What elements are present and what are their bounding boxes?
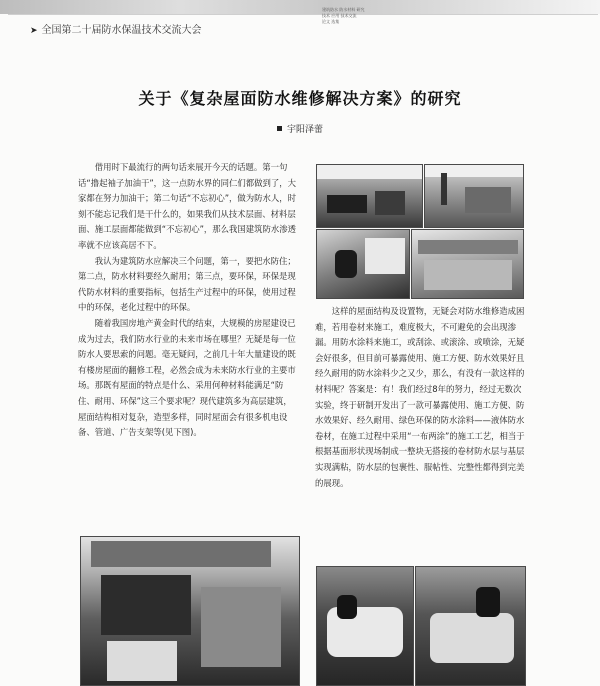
conference-name: 全国第二十届防水保温技术交流大会 [41,25,202,36]
construction-worker-coating-photo-2 [415,566,526,686]
paragraph: 我认为建筑防水应解决三个问题，第一，要把水防住；第二点，防水材料要经久耐用；第三点，要环保，环保是现代防水材料的重要指标，包括生产过程中的环保，使用过程中的环保，老化过程中的环保。 [78,255,296,313]
construction-worker-coating-photo-1 [316,566,414,686]
header-small-line: 论文 选集 [322,19,340,24]
paragraph: 随着我国房地产黄金时代的结束，大规模的房屋建设已成为过去，我们防水行业的未来市场在哪里？无疑是每一位防水人要思索的问题。毫无疑问，之前几十年大量建设的既有楼房屋面的翻修工程，必然会成为未来防水行业的主要市场。那既有屋面的特点是什么、采用何种材料能满足“防住、耐用、环保”这三个要求呢？现代建筑多为高层建筑，屋面结构相对复杂，造型多样，同时屋面会有很多机电设备、管道、广告支架等(见下图)。 [78,317,296,438]
building-rooftop-photo [411,229,524,299]
header-band [0,0,600,14]
rooftop-equipment-photo-1 [316,164,423,228]
square-bullet-icon [277,126,282,131]
right-column-text [315,304,525,491]
paragraph: 这样的屋面结构及设置物，无疑会对防水维修造成困难，若用卷材来施工，难度极大，不可避免的会出现渗漏。用防水涂料来施工，或刮涂、或滚涂、或喷涂，无疑会好很多，但目前可暴露使用、施工方便、防水效果好且经久耐用的防水涂料少之又少，那么，有没有一款这样的材料呢？答案是：有！我们经过8年的努力，经过无数次实验，终于研制开发出了一款可暴露使用、施工方便、防水效果好、经久耐用、绿色环保的防水涂料——液体防水卷材，在施工过程中采用“一布两涂”的施工工艺，相当于根据基面形状现场制成一整块无搭接的卷材防水层与基层实现满粘，防水层的包裹性、服帖性、完整性都得到完美的展现。 [315,306,525,488]
rooftop-worker-photo [316,229,410,299]
header-rule [8,14,598,15]
author-name: 宇阳泽蕾 [286,125,323,135]
header-small-line: 建筑防水 防水材料 研究 [322,7,365,12]
chevron-right-icon: ➤ [30,26,38,36]
article-title: 关于《复杂屋面防水维修解决方案》的研究 [138,89,462,108]
author-line [0,122,600,135]
conference-header [30,21,202,36]
header-small-line: 技术 应用 技术交流 [322,13,357,18]
rooftop-machinery-photo [80,536,300,686]
header-small-text [322,7,365,25]
paragraph: 借用时下最流行的两句话来展开今天的话题。第一句话“撸起袖子加油干”，这一点防水界的同仁们都做到了，大家都在努力加油干；第二句话“不忘初心”，做为防水人，时刻不能忘记我们是干什么的，如果我们从技术层面、材料层面、施工层面都能做到“不忘初心”，那么我国建筑防水渗透率就不应该高居不下。 [78,162,297,250]
rooftop-equipment-photo-2 [424,164,524,228]
left-column-text [78,160,298,441]
